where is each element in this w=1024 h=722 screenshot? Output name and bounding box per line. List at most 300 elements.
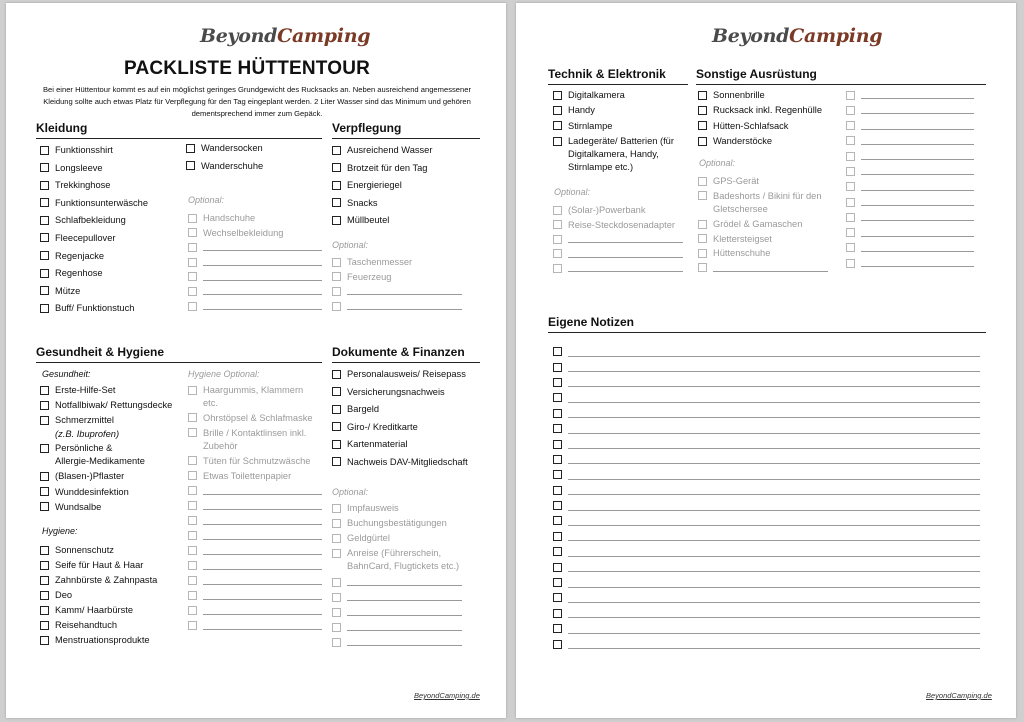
write-line[interactable]	[568, 639, 980, 649]
list-item[interactable]: Funktionsshirt	[40, 144, 180, 162]
checkbox[interactable]	[846, 243, 855, 252]
checkbox[interactable]	[553, 220, 562, 229]
list-item[interactable]: Deo	[40, 589, 186, 604]
checkbox[interactable]	[698, 106, 707, 115]
write-line[interactable]	[203, 256, 322, 266]
blank-line[interactable]	[332, 591, 462, 606]
write-line[interactable]	[347, 285, 462, 295]
checkbox[interactable]	[846, 106, 855, 115]
checkbox[interactable]	[40, 487, 49, 496]
write-line[interactable]	[203, 241, 322, 251]
blank-line[interactable]	[553, 233, 683, 248]
list-item[interactable]: Etwas Toilettenpapier	[188, 470, 322, 485]
list-item[interactable]: Notfallbiwak/ Rettungsdecke	[40, 399, 186, 414]
checkbox[interactable]	[553, 547, 562, 556]
list-item[interactable]: Anreise (Führerschein,	[332, 547, 462, 560]
checkbox[interactable]	[188, 621, 197, 630]
blank-line[interactable]	[332, 285, 462, 300]
checkbox[interactable]	[332, 216, 341, 225]
write-line[interactable]	[568, 578, 980, 588]
checkbox[interactable]	[698, 234, 707, 243]
write-line[interactable]	[203, 485, 322, 495]
list-item[interactable]: Sonnenschutz	[40, 544, 186, 559]
checkbox[interactable]	[188, 413, 197, 422]
list-item[interactable]: GPS-Gerät	[698, 175, 828, 190]
checkbox[interactable]	[188, 214, 197, 223]
note-line[interactable]	[553, 467, 980, 482]
note-line[interactable]	[553, 621, 980, 636]
checkbox[interactable]	[40, 181, 49, 190]
note-line[interactable]	[553, 359, 980, 374]
note-line[interactable]	[553, 498, 980, 513]
list-item[interactable]: Handschuhe	[188, 212, 322, 227]
write-line[interactable]	[203, 271, 322, 281]
checkbox[interactable]	[40, 472, 49, 481]
checkbox[interactable]	[332, 181, 341, 190]
checkbox[interactable]	[188, 287, 197, 296]
write-line[interactable]	[861, 120, 974, 130]
checkbox[interactable]	[332, 519, 341, 528]
checkbox[interactable]	[846, 228, 855, 237]
checkbox[interactable]	[332, 608, 341, 617]
list-item[interactable]: Kamm/ Haarbürste	[40, 604, 186, 619]
blank-line[interactable]	[188, 485, 322, 500]
checkbox[interactable]	[40, 444, 49, 453]
checkbox[interactable]	[188, 258, 197, 267]
checkbox[interactable]	[332, 287, 341, 296]
write-line[interactable]	[861, 89, 974, 99]
list-item[interactable]: Energieriegel	[332, 179, 480, 197]
checkbox[interactable]	[188, 386, 197, 395]
list-item[interactable]: Longsleeve	[40, 162, 180, 180]
write-line[interactable]	[203, 530, 322, 540]
write-line[interactable]	[568, 531, 980, 541]
write-line[interactable]	[347, 576, 462, 586]
checkbox[interactable]	[40, 546, 49, 555]
list-item[interactable]: Stirnlampe	[553, 120, 693, 135]
write-line[interactable]	[568, 408, 980, 418]
list-item[interactable]: (Solar-)Powerbank	[553, 204, 683, 219]
list-item[interactable]: Rucksack inkl. Regenhülle	[698, 104, 838, 119]
list-item[interactable]: Impfausweis	[332, 502, 462, 517]
blank-line[interactable]	[188, 500, 322, 515]
checkbox[interactable]	[553, 378, 562, 387]
checkbox[interactable]	[553, 235, 562, 244]
checkbox[interactable]	[40, 163, 49, 172]
checkbox[interactable]	[846, 121, 855, 130]
blank-line[interactable]	[188, 300, 322, 315]
blank-line[interactable]	[553, 248, 683, 263]
checkbox[interactable]	[40, 606, 49, 615]
list-item[interactable]: Feuerzeug	[332, 271, 462, 286]
list-item[interactable]: Wanderschuhe	[186, 160, 326, 178]
blank-line[interactable]	[698, 262, 828, 277]
write-line[interactable]	[347, 591, 462, 601]
checkbox[interactable]	[332, 370, 341, 379]
blank-line[interactable]	[553, 262, 683, 277]
note-line[interactable]	[553, 483, 980, 498]
write-line[interactable]	[568, 624, 980, 634]
write-line[interactable]	[568, 593, 980, 603]
checkbox[interactable]	[40, 416, 49, 425]
list-item[interactable]: Geldgürtel	[332, 532, 462, 547]
list-item[interactable]: Wechselbekleidung	[188, 227, 322, 242]
checkbox[interactable]	[332, 302, 341, 311]
checkbox[interactable]	[332, 457, 341, 466]
note-line[interactable]	[553, 590, 980, 605]
write-line[interactable]	[347, 606, 462, 616]
list-item[interactable]: Zahnbürste & Zahnpasta	[40, 574, 186, 589]
checkbox[interactable]	[332, 163, 341, 172]
write-line[interactable]	[568, 485, 980, 495]
list-item[interactable]: Personalausweis/ Reisepass	[332, 368, 482, 386]
checkbox[interactable]	[40, 251, 49, 260]
checkbox[interactable]	[188, 456, 197, 465]
checkbox[interactable]	[553, 486, 562, 495]
note-line[interactable]	[553, 344, 980, 359]
list-item[interactable]: Fleecepullover	[40, 232, 180, 250]
checkbox[interactable]	[553, 593, 562, 602]
blank-line[interactable]	[188, 515, 322, 530]
checkbox[interactable]	[332, 198, 341, 207]
list-item[interactable]: Buchungsbestätigungen	[332, 517, 462, 532]
checkbox[interactable]	[40, 198, 49, 207]
checkbox[interactable]	[188, 302, 197, 311]
checkbox[interactable]	[553, 137, 562, 146]
checkbox[interactable]	[698, 177, 707, 186]
note-line[interactable]	[553, 559, 980, 574]
write-line[interactable]	[861, 181, 974, 191]
write-line[interactable]	[568, 470, 980, 480]
list-item[interactable]: Nachweis DAV-Mitgliedschaft	[332, 456, 482, 474]
write-line[interactable]	[861, 257, 974, 267]
checkbox[interactable]	[553, 393, 562, 402]
blank-line[interactable]	[846, 135, 974, 150]
blank-line[interactable]	[332, 606, 462, 621]
write-line[interactable]	[568, 516, 980, 526]
checkbox[interactable]	[846, 91, 855, 100]
list-item[interactable]: Regenjacke	[40, 250, 180, 268]
checkbox[interactable]	[40, 591, 49, 600]
list-item[interactable]: Digitalkamera	[553, 89, 693, 104]
list-item[interactable]: Taschenmesser	[332, 256, 462, 271]
write-line[interactable]	[861, 165, 974, 175]
checkbox[interactable]	[332, 258, 341, 267]
list-item[interactable]: Seife für Haut & Haar	[40, 559, 186, 574]
checkbox[interactable]	[188, 228, 197, 237]
checkbox[interactable]	[332, 504, 341, 513]
checkbox[interactable]	[553, 106, 562, 115]
checkbox[interactable]	[553, 609, 562, 618]
write-line[interactable]	[568, 547, 980, 557]
blank-line[interactable]	[188, 575, 322, 590]
note-line[interactable]	[553, 406, 980, 421]
checkbox[interactable]	[553, 440, 562, 449]
checkbox[interactable]	[332, 146, 341, 155]
list-item[interactable]: Brotzeit für den Tag	[332, 162, 480, 180]
checkbox[interactable]	[332, 593, 341, 602]
write-line[interactable]	[568, 377, 980, 387]
checkbox[interactable]	[40, 502, 49, 511]
checkbox[interactable]	[332, 405, 341, 414]
checkbox[interactable]	[40, 286, 49, 295]
list-item[interactable]: Handy	[553, 104, 693, 119]
list-item[interactable]: Versicherungsnachweis	[332, 386, 482, 404]
list-item[interactable]: Buff/ Funktionstuch	[40, 302, 180, 320]
write-line[interactable]	[568, 347, 980, 357]
checkbox[interactable]	[846, 182, 855, 191]
write-line[interactable]	[203, 605, 322, 615]
note-line[interactable]	[553, 575, 980, 590]
write-line[interactable]	[568, 424, 980, 434]
write-line[interactable]	[568, 393, 980, 403]
list-item[interactable]: Grödel & Gamaschen	[698, 218, 828, 233]
blank-line[interactable]	[188, 590, 322, 605]
checkbox[interactable]	[846, 136, 855, 145]
note-line[interactable]	[553, 636, 980, 651]
checkbox[interactable]	[332, 623, 341, 632]
write-line[interactable]	[203, 515, 322, 525]
list-item[interactable]: Wanderstöcke	[698, 135, 838, 150]
write-line[interactable]	[203, 560, 322, 570]
checkbox[interactable]	[40, 233, 49, 242]
checkbox[interactable]	[553, 578, 562, 587]
checkbox[interactable]	[332, 272, 341, 281]
checkbox[interactable]	[553, 532, 562, 541]
note-line[interactable]	[553, 529, 980, 544]
checkbox[interactable]	[846, 259, 855, 268]
blank-line[interactable]	[188, 545, 322, 560]
write-line[interactable]	[203, 620, 322, 630]
write-line[interactable]	[568, 362, 980, 372]
checkbox[interactable]	[40, 304, 49, 313]
write-line[interactable]	[347, 636, 462, 646]
write-line[interactable]	[861, 211, 974, 221]
footer-link[interactable]: BeyondCamping.de	[926, 691, 992, 700]
checkbox[interactable]	[332, 549, 341, 558]
write-line[interactable]	[568, 439, 980, 449]
footer-link[interactable]: BeyondCamping.de	[414, 691, 480, 700]
checkbox[interactable]	[40, 561, 49, 570]
checkbox[interactable]	[40, 636, 49, 645]
list-item[interactable]: Wandersocken	[186, 142, 326, 160]
write-line[interactable]	[568, 262, 683, 272]
checkbox[interactable]	[553, 470, 562, 479]
blank-line[interactable]	[332, 636, 462, 651]
checkbox[interactable]	[698, 249, 707, 258]
checkbox[interactable]	[332, 440, 341, 449]
checkbox[interactable]	[553, 347, 562, 356]
write-line[interactable]	[347, 300, 462, 310]
checkbox[interactable]	[846, 152, 855, 161]
checkbox[interactable]	[553, 121, 562, 130]
list-item[interactable]: Haargummis, Klammern	[188, 384, 322, 397]
checkbox[interactable]	[188, 576, 197, 585]
list-item[interactable]: (Blasen-)Pflaster	[40, 470, 186, 485]
note-line[interactable]	[553, 606, 980, 621]
write-line[interactable]	[568, 562, 980, 572]
list-item[interactable]: Kartenmaterial	[332, 438, 482, 456]
write-line[interactable]	[861, 104, 974, 114]
checkbox[interactable]	[332, 422, 341, 431]
blank-line[interactable]	[188, 605, 322, 620]
blank-line[interactable]	[846, 211, 974, 226]
checkbox[interactable]	[186, 144, 195, 153]
note-line[interactable]	[553, 452, 980, 467]
checkbox[interactable]	[698, 121, 707, 130]
checkbox[interactable]	[553, 516, 562, 525]
blank-line[interactable]	[188, 241, 322, 256]
checkbox[interactable]	[188, 471, 197, 480]
list-item[interactable]: Badeshorts / Bikini für den	[698, 190, 828, 203]
write-line[interactable]	[203, 575, 322, 585]
checkbox[interactable]	[332, 578, 341, 587]
note-line[interactable]	[553, 390, 980, 405]
checkbox[interactable]	[188, 546, 197, 555]
checkbox[interactable]	[553, 409, 562, 418]
list-item[interactable]: Ohrstöpsel & Schlafmaske	[188, 412, 322, 427]
write-line[interactable]	[861, 150, 974, 160]
checkbox[interactable]	[846, 167, 855, 176]
write-line[interactable]	[347, 621, 462, 631]
note-line[interactable]	[553, 421, 980, 436]
write-line[interactable]	[568, 608, 980, 618]
checkbox[interactable]	[553, 424, 562, 433]
list-item[interactable]: Menstruationsprodukte	[40, 634, 186, 649]
checkbox[interactable]	[188, 486, 197, 495]
checkbox[interactable]	[188, 516, 197, 525]
blank-line[interactable]	[188, 271, 322, 286]
checkbox[interactable]	[40, 621, 49, 630]
blank-line[interactable]	[846, 196, 974, 211]
checkbox[interactable]	[553, 455, 562, 464]
list-item[interactable]: Snacks	[332, 197, 480, 215]
write-line[interactable]	[861, 135, 974, 145]
checkbox[interactable]	[553, 264, 562, 273]
checkbox[interactable]	[40, 216, 49, 225]
checkbox[interactable]	[40, 386, 49, 395]
write-line[interactable]	[203, 545, 322, 555]
blank-line[interactable]	[332, 300, 462, 315]
checkbox[interactable]	[188, 243, 197, 252]
write-line[interactable]	[203, 590, 322, 600]
checkbox[interactable]	[553, 91, 562, 100]
write-line[interactable]	[713, 262, 828, 272]
note-line[interactable]	[553, 544, 980, 559]
checkbox[interactable]	[40, 146, 49, 155]
write-line[interactable]	[861, 242, 974, 252]
checkbox[interactable]	[188, 428, 197, 437]
note-line[interactable]	[553, 513, 980, 528]
checkbox[interactable]	[186, 161, 195, 170]
blank-line[interactable]	[846, 120, 974, 135]
list-item[interactable]: Ausreichend Wasser	[332, 144, 480, 162]
list-item[interactable]: Hütten-Schlafsack	[698, 120, 838, 135]
checkbox[interactable]	[553, 624, 562, 633]
list-item[interactable]: Bargeld	[332, 403, 482, 421]
write-line[interactable]	[568, 501, 980, 511]
blank-line[interactable]	[188, 560, 322, 575]
checkbox[interactable]	[188, 272, 197, 281]
blank-line[interactable]	[846, 181, 974, 196]
checkbox[interactable]	[553, 563, 562, 572]
blank-line[interactable]	[846, 104, 974, 119]
list-item[interactable]: Tüten für Schmutzwäsche	[188, 455, 322, 470]
checkbox[interactable]	[698, 91, 707, 100]
blank-line[interactable]	[846, 257, 974, 272]
checkbox[interactable]	[188, 561, 197, 570]
checkbox[interactable]	[40, 576, 49, 585]
checkbox[interactable]	[553, 363, 562, 372]
blank-line[interactable]	[332, 621, 462, 636]
write-line[interactable]	[568, 248, 683, 258]
checkbox[interactable]	[698, 263, 707, 272]
checkbox[interactable]	[698, 137, 707, 146]
checkbox[interactable]	[188, 501, 197, 510]
list-item[interactable]: Müllbeutel	[332, 214, 480, 232]
list-item[interactable]: Mütze	[40, 285, 180, 303]
checkbox[interactable]	[553, 501, 562, 510]
blank-line[interactable]	[846, 165, 974, 180]
list-item[interactable]: Sonnenbrille	[698, 89, 838, 104]
write-line[interactable]	[203, 300, 322, 310]
blank-line[interactable]	[846, 89, 974, 104]
checkbox[interactable]	[188, 531, 197, 540]
list-item[interactable]: Klettersteigset	[698, 233, 828, 248]
checkbox[interactable]	[332, 534, 341, 543]
note-line[interactable]	[553, 436, 980, 451]
blank-line[interactable]	[188, 285, 322, 300]
note-line[interactable]	[553, 375, 980, 390]
checkbox[interactable]	[40, 401, 49, 410]
write-line[interactable]	[861, 227, 974, 237]
checkbox[interactable]	[846, 198, 855, 207]
list-item[interactable]: Brille / Kontaktlinsen inkl.	[188, 427, 322, 440]
blank-line[interactable]	[188, 530, 322, 545]
list-item[interactable]: Trekkinghose	[40, 179, 180, 197]
blank-line[interactable]	[332, 576, 462, 591]
checkbox[interactable]	[40, 269, 49, 278]
list-item[interactable]: Regenhose	[40, 267, 180, 285]
checkbox[interactable]	[553, 640, 562, 649]
list-item[interactable]: Erste-Hilfe-Set	[40, 384, 186, 399]
list-item[interactable]: Ladegeräte/ Batterien (für	[553, 135, 693, 148]
checkbox[interactable]	[698, 191, 707, 200]
list-item[interactable]: Funktionsunterwäsche	[40, 197, 180, 215]
checkbox[interactable]	[698, 220, 707, 229]
checkbox[interactable]	[332, 638, 341, 647]
list-item[interactable]: Giro-/ Kreditkarte	[332, 421, 482, 439]
list-item[interactable]: Reise-Steckdosenadapter	[553, 219, 683, 234]
write-line[interactable]	[203, 500, 322, 510]
list-item[interactable]: Wunddesinfektion	[40, 486, 186, 501]
write-line[interactable]	[203, 285, 322, 295]
list-item[interactable]: Persönliche &	[40, 442, 186, 455]
list-item[interactable]: Schmerzmittel	[40, 414, 186, 428]
blank-line[interactable]	[846, 242, 974, 257]
blank-line[interactable]	[188, 620, 322, 635]
checkbox[interactable]	[553, 249, 562, 258]
checkbox[interactable]	[553, 206, 562, 215]
write-line[interactable]	[568, 454, 980, 464]
blank-line[interactable]	[846, 227, 974, 242]
list-item[interactable]: Reisehandtuch	[40, 619, 186, 634]
checkbox[interactable]	[332, 387, 341, 396]
blank-line[interactable]	[846, 150, 974, 165]
list-item[interactable]: Hüttenschuhe	[698, 247, 828, 262]
checkbox[interactable]	[846, 213, 855, 222]
checkbox[interactable]	[188, 606, 197, 615]
